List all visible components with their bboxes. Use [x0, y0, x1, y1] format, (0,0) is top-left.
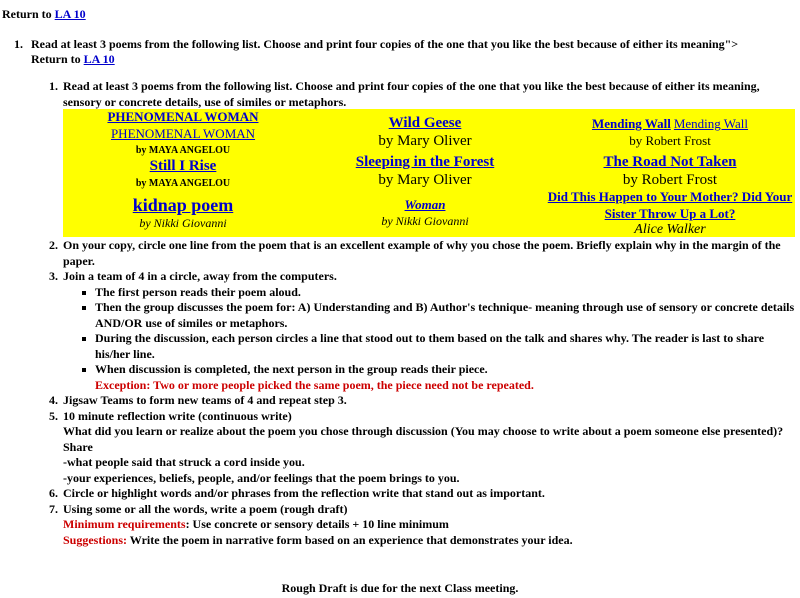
- list-item-7: [49, 501, 795, 549]
- return-prefix: Return to: [2, 7, 52, 21]
- poem-link-mending-wall-alt[interactable]: Mending Wall: [673, 116, 749, 131]
- suggestions-text: Write the poem in narrative form based on an experience that demonstrates your idea.: [127, 532, 573, 547]
- poem-link-kidnap-poem[interactable]: kidnap poem: [132, 195, 234, 215]
- outer-return-line: [31, 52, 115, 68]
- minimum-requirements-label: Minimum requirements: [63, 517, 186, 531]
- poem-cell-wild-geese: [305, 114, 545, 150]
- item-6-text: Circle or highlight words and/or phrases from the reflection write that stand out as important.: [63, 486, 545, 500]
- poem-link-mending-wall[interactable]: Mending Wall: [591, 116, 671, 131]
- poem-author: by Robert Frost: [629, 132, 711, 148]
- poem-table: [63, 109, 795, 237]
- poem-link-did-this-happen[interactable]: Did This Happen to Your Mother? Did Your Sister Throw Up a Lot?: [547, 189, 793, 221]
- item-1-text: Read at least 3 poems from the following list. Choose and print four copies of the one that you like the best because of either its meaning, sensory or concrete details, use of similes or metaphors.: [63, 79, 760, 109]
- poem-cell-mending-wall: [545, 116, 795, 149]
- outer-item-text: Read at least 3 poems from the following list. Choose and print four copies of the one that you like the best because of either its meaning">: [31, 37, 739, 51]
- share-point-1: -what people said that struck a cord inside you.: [63, 455, 305, 469]
- outer-item-number: 1.: [14, 37, 23, 51]
- exception-note: Exception: Two or more people picked the same poem, the piece need not be repeated.: [95, 377, 534, 392]
- poem-link-phenomenal-woman-alt[interactable]: PHENOMENAL WOMAN: [110, 125, 256, 141]
- share-label: Share: [63, 439, 93, 454]
- poem-link-woman[interactable]: Woman: [404, 197, 446, 212]
- item-3-text: Join a team of 4 in a circle, away from the computers.: [63, 269, 337, 283]
- bullet-item: [63, 362, 795, 393]
- instruction-list-continued: [49, 238, 795, 548]
- return-line: [2, 7, 86, 23]
- item-4-text: Jigsaw Teams to form new teams of 4 and repeat step 3.: [63, 393, 347, 407]
- poem-cell-did-this-happen: [545, 189, 795, 238]
- poem-author: by Mary Oliver: [378, 133, 472, 149]
- poem-author: by Nikki Giovanni: [139, 216, 227, 230]
- list-item-4: [49, 393, 795, 409]
- suggestions-label: Suggestions:: [63, 532, 128, 547]
- return-link[interactable]: LA 10: [54, 7, 86, 21]
- share-point-2: -your experiences, beliefs, people, and/or feelings that the poem brings to you.: [63, 470, 460, 485]
- instruction-list: [49, 79, 795, 110]
- poem-cell-still-i-rise: [63, 157, 303, 191]
- list-item-1: [49, 79, 795, 110]
- reflection-question: What did you learn or realize about the poem you chose through discussion (You may choose to write about a poem someone else presented)?: [63, 424, 784, 438]
- poem-link-still-i-rise[interactable]: Still I Rise: [149, 158, 217, 174]
- item-number: 5.: [49, 408, 58, 423]
- poem-author: by MAYA ANGELOU: [135, 178, 231, 189]
- bullet-item: [63, 285, 795, 301]
- item-number: 3.: [49, 269, 58, 283]
- poem-link-sleeping-in-the-forest[interactable]: Sleeping in the Forest: [355, 154, 495, 170]
- item-number: 2.: [49, 238, 58, 252]
- outer-list-item: [14, 37, 792, 53]
- list-item-6: [49, 486, 795, 502]
- list-item-5: [49, 408, 795, 487]
- item-number: 6.: [49, 486, 58, 500]
- outer-return-link[interactable]: LA 10: [83, 52, 115, 66]
- poem-link-phenomenal-woman[interactable]: PHENOMENAL WOMAN: [107, 109, 259, 124]
- poem-cell-sleeping-in-the-forest: [305, 153, 545, 189]
- list-item-3: [49, 269, 795, 393]
- poem-cell-phenomenal-woman: [63, 109, 303, 158]
- poem-link-wild-geese[interactable]: Wild Geese: [388, 115, 462, 131]
- item-2-text: On your copy, circle one line from the poem that is an excellent example of why you chose the poem. Briefly explain why in the margin of the paper.: [63, 238, 781, 268]
- item-number: 1.: [49, 79, 58, 93]
- bullet-text: The first person reads their poem aloud.: [95, 284, 301, 299]
- poem-link-road-not-taken[interactable]: The Road Not Taken: [603, 154, 737, 170]
- list-item-2: [49, 238, 795, 269]
- poem-author: Alice Walker: [634, 222, 706, 237]
- minimum-requirements-text: : Use concrete or sensory details + 10 line minimum: [185, 517, 449, 531]
- outer-return-prefix: Return to: [31, 52, 81, 66]
- due-date-note: Rough Draft is due for the next Class meeting.: [281, 581, 519, 595]
- item-number: 4.: [49, 393, 58, 407]
- poem-author: by Nikki Giovanni: [381, 213, 469, 228]
- item-number: 7.: [49, 501, 58, 516]
- poem-cell-woman: [305, 197, 545, 229]
- bullet-text: During the discussion, each person circles a line that stood out to them based on the talk and shares why. The reader is last to share his/her line.: [95, 331, 765, 361]
- bullet-text: When discussion is completed, the next person in the group reads their piece.: [95, 362, 488, 376]
- poem-author: by MAYA ANGELOU: [135, 145, 231, 156]
- poem-cell-kidnap-poem: [63, 195, 303, 232]
- poem-author: by Robert Frost: [622, 172, 718, 188]
- item-7-text: Using some or all the words, write a poem (rough draft): [63, 501, 348, 516]
- bullet-item: [63, 300, 795, 331]
- poem-cell-road-not-taken: [545, 153, 795, 189]
- bullet-text: Then the group discusses the poem for: A) Understanding and B) Author's technique- meaning through use of sensory or concrete details AND/OR use of similes or metaphors.: [95, 300, 795, 330]
- poem-author: by Mary Oliver: [378, 172, 472, 188]
- bullet-item: [63, 331, 795, 362]
- item-5-text: 10 minute reflection write (continuous write): [63, 408, 292, 423]
